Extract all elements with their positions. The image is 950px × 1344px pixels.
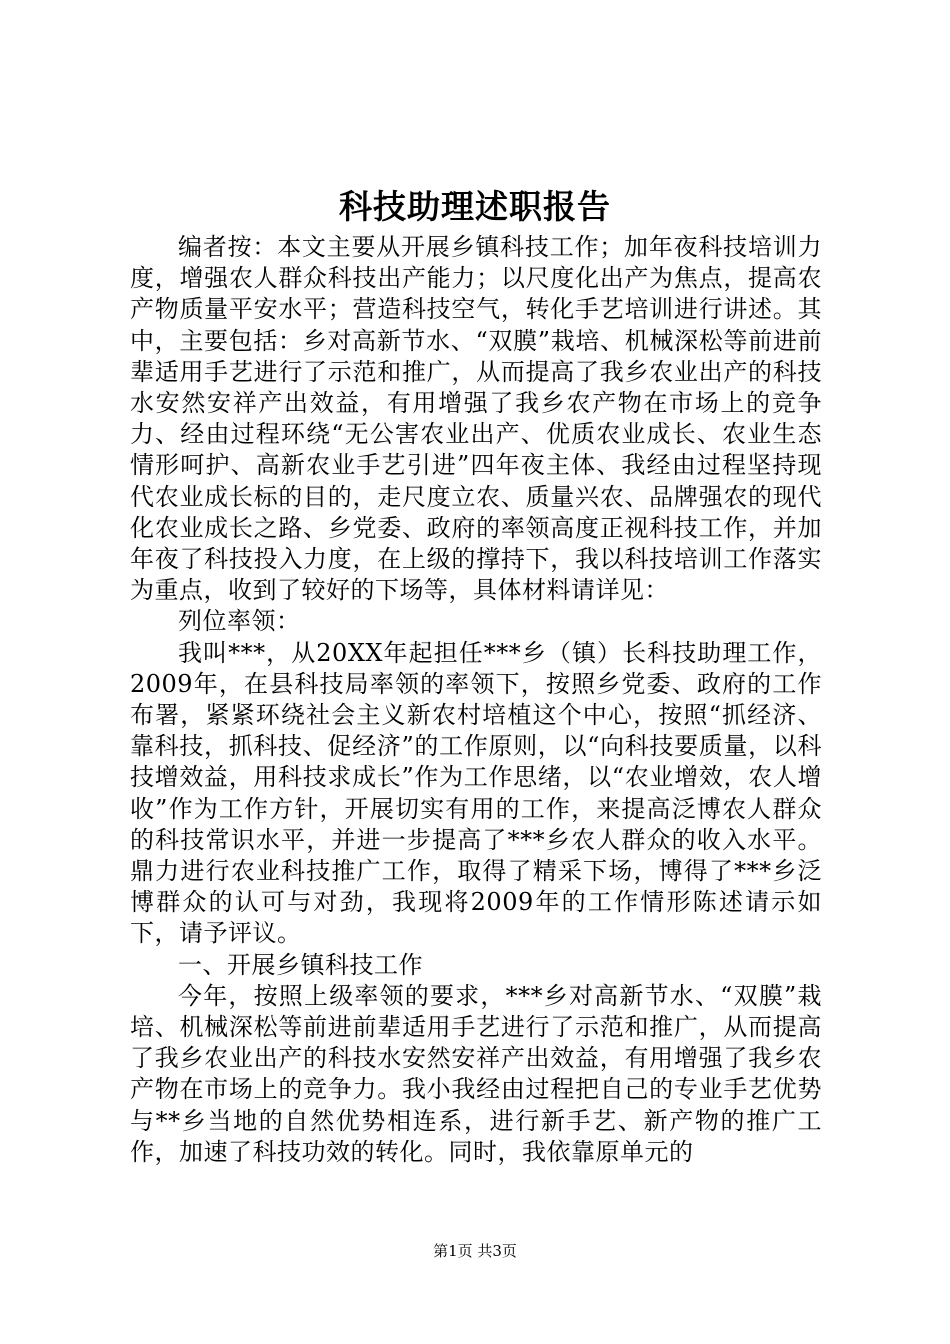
section-body-paragraph: 今年，按照上级率领的要求，***乡对高新节水、“双膜”栽培、机械深松等前进前辈适用手艺进行了示范和推广，从而提高了我乡农业出产的科技水安然安祥产出效益，有用增强了我乡农产物在市场上的竞争力。我小我经由过程把自己的专业手艺优势与**乡当地的自然优势相连系，进行新手艺、新产物的推广工作，加速了科技功效的转化。同时，我依靠原单元的 [130,981,822,1166]
section-heading: 一、开展乡镇科技工作 [178,950,423,979]
salutation-paragraph: 列位率领： [178,607,301,636]
page-number-footer: 第1页 共3页 [433,1242,517,1260]
document-body [130,232,822,1168]
document-title: 科技助理述职报告 [339,187,611,226]
editor-note-paragraph: 编者按：本文主要从开展乡镇科技工作；加年夜科技培训力度，增强农人群众科技出产能力；以尺度化出产为焦点，提高农产物质量平安水平；营造科技空气，转化手艺培训进行讲述。其中，主要包括：乡对高新节水、“双膜”栽培、机械深松等前进前辈适用手艺进行了示范和推广，从而提高了我乡农业出产的科技水安然安祥产出效益，有用增强了我乡农产物在市场上的竞争力、经由过程环绕“无公害农业出产、优质农业成长、农业生态情形呵护、高新农业手艺引进”四年夜主体、我经由过程坚持现代农业成长标的目的，走尺度立农、质量兴农、品牌强农的现代化农业成长之路、乡党委、政府的率领高度正视科技工作，并加年夜了科技投入力度，在上级的撑持下，我以科技培训工作落实为重点，收到了较好的下场等，具体材料请详见： [130,233,822,605]
introduction-paragraph: 我叫***，从20XX年起担任***乡（镇）长科技助理工作，2009年，在县科技局率领的率领下，按照乡党委、政府的工作布署，紧紧环绕社会主义新农村培植这个中心，按照“抓经济、靠科技，抓科技、促经济”的工作原则，以“向科技要质量，以科技增效益，用科技求成长”作为工作思绪，以“农业增效，农人增收”作为工作方针，开展切实有用的工作，来提高泛博农人群众的科技常识水平，并进一步提高了***乡农人群众的收入水平。鼎力进行农业科技推广工作，取得了精采下场，博得了***乡泛博群众的认可与对劲，我现将2009年的工作情形陈述请示如下，请予评议。 [130,638,822,948]
